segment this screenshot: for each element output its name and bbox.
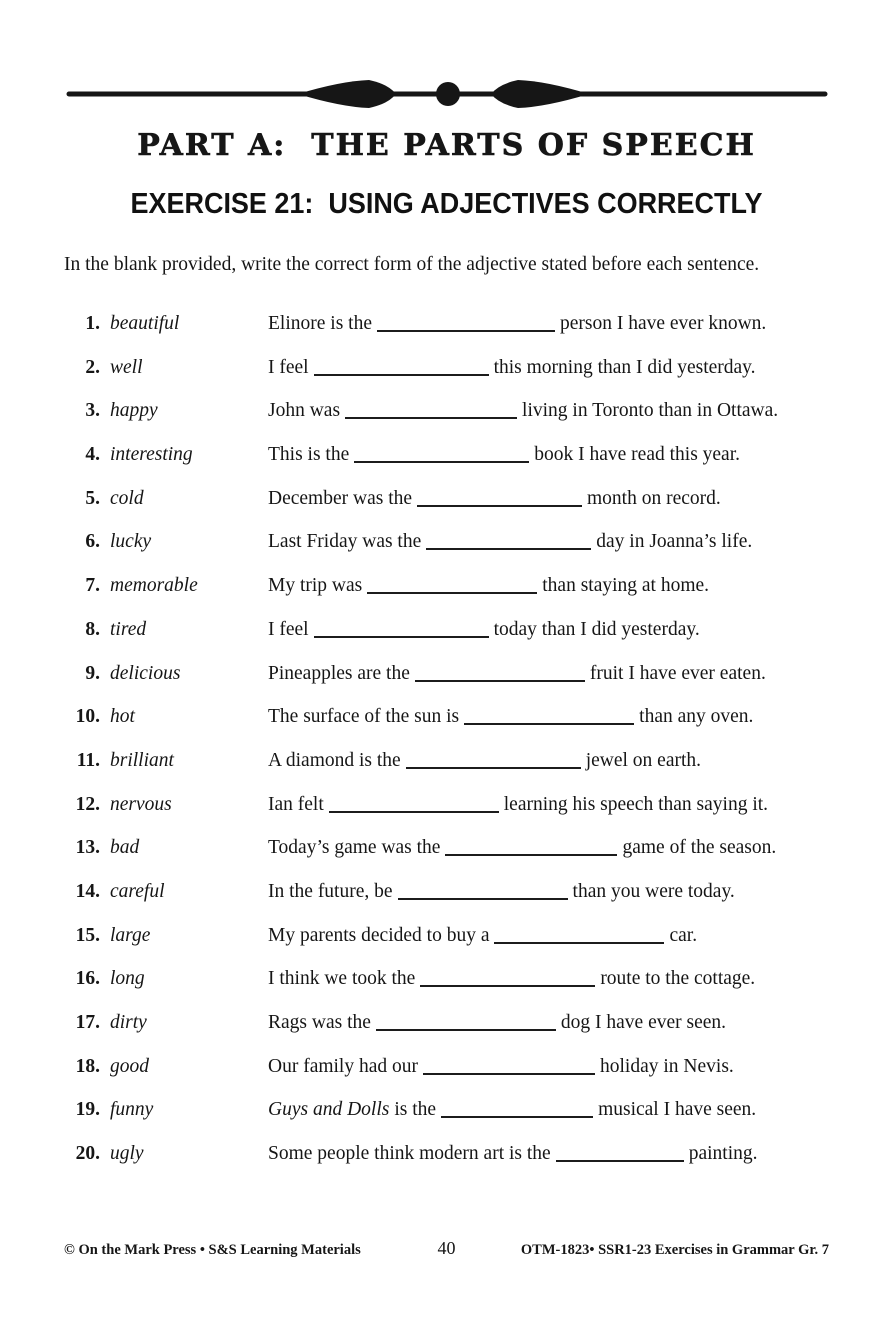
sentence-pre: Our family had our: [268, 1055, 419, 1077]
item-adjective: cold: [110, 487, 144, 509]
item-number: 13.: [75, 837, 100, 859]
sentence-pre: I think we took the: [268, 968, 416, 990]
center-dot-icon: [436, 82, 460, 106]
item-adjective: tired: [110, 618, 147, 640]
answer-blank: [345, 403, 517, 419]
exercise-item: [64, 575, 829, 597]
item-number: 2.: [85, 356, 100, 378]
answer-blank: [314, 360, 489, 376]
instructions-text: In the blank provided, write the correct form of the adjective stated before each sentence.: [64, 254, 760, 275]
item-adjective: careful: [110, 880, 165, 902]
item-adjective: ugly: [110, 1143, 144, 1165]
exercise-item: [64, 1099, 829, 1121]
item-sentence: [268, 794, 829, 816]
sentence-post: learning his speech than saying it.: [503, 793, 769, 815]
sentence-post: month on record.: [587, 487, 721, 509]
item-adjective: happy: [110, 400, 158, 422]
sentence-pre: Last Friday was the: [268, 531, 422, 553]
exercise-heading: EXERCISE 21: USING ADJECTIVES CORRECTLY: [130, 188, 763, 220]
item-number: 1.: [85, 313, 100, 334]
exercise-item: [64, 531, 829, 553]
item-number: 8.: [85, 618, 100, 640]
item-adjective: interesting: [110, 444, 193, 466]
answer-blank: [464, 709, 634, 725]
item-adjective: long: [110, 968, 145, 990]
sentence-pre: This is the: [268, 444, 350, 466]
sentence-pre: I feel: [268, 618, 309, 640]
item-number: 16.: [75, 968, 100, 990]
exercise-item: [64, 1012, 829, 1034]
sentence-pre: Ian felt: [268, 793, 324, 815]
exercise-item: [64, 444, 829, 466]
item-number: 17.: [75, 1012, 100, 1033]
exercise-item: [64, 837, 829, 859]
item-sentence: [268, 619, 829, 641]
exercise-item: [64, 794, 829, 816]
sentence-pre: Today’s game was the: [268, 837, 441, 859]
sentence-post: musical I have seen.: [598, 1099, 757, 1121]
sentence-post: game of the season.: [622, 837, 777, 859]
answer-blank: [367, 578, 537, 594]
item-adjective: lucky: [110, 531, 152, 553]
sentence-pre: Rags was the: [268, 1012, 371, 1033]
answer-blank: [354, 447, 529, 463]
item-adjective: nervous: [110, 793, 172, 815]
sentence-pre: My parents decided to buy a: [268, 924, 490, 946]
item-sentence: [268, 837, 829, 859]
exercise-item: [64, 663, 829, 685]
item-sentence: [268, 575, 829, 597]
sentence-post: today than I did yesterday.: [493, 618, 700, 640]
exercise-item: [64, 357, 829, 379]
answer-blank: [314, 622, 489, 638]
item-number: 12.: [75, 793, 100, 815]
sentence-pre: In the future, be: [268, 880, 393, 902]
item-sentence: [268, 925, 829, 947]
item-number: 14.: [75, 880, 100, 902]
sentence-pre: Some people think modern art is the: [268, 1143, 551, 1165]
left-diamond-icon: [298, 80, 396, 108]
sentence-post: day in Joanna’s life.: [596, 531, 753, 553]
copyright-text: © On the Mark Press • S&S Learning Materials: [64, 1242, 361, 1258]
sentence-pre: A diamond is the: [268, 749, 401, 771]
item-number: 20.: [75, 1143, 100, 1165]
part-heading: PART A: THE PARTS OF SPEECH: [137, 128, 756, 163]
answer-blank: [398, 884, 568, 900]
item-number: 11.: [76, 749, 100, 771]
item-number: 10.: [75, 706, 100, 728]
sentence-pre: December was the: [268, 487, 413, 509]
right-diamond-icon: [491, 80, 589, 108]
sentence-post: car.: [669, 924, 698, 946]
answer-blank: [417, 491, 582, 507]
item-sentence: [268, 663, 829, 685]
sentence-pre: My trip was: [268, 575, 363, 597]
item-number: 9.: [85, 662, 100, 684]
answer-blank: [329, 797, 499, 813]
exercise-item: [64, 968, 829, 990]
exercise-item: [64, 1143, 829, 1165]
item-sentence: [268, 1143, 829, 1165]
sentence-post: book I have read this year.: [534, 444, 741, 466]
item-sentence: [268, 444, 829, 466]
sentence-post: living in Toronto than in Ottawa.: [522, 400, 779, 422]
sentence-post: than any oven.: [639, 706, 754, 728]
exercise-item: [64, 488, 829, 510]
answer-blank: [426, 534, 591, 550]
sentence-pre: John was: [268, 400, 341, 422]
item-adjective: bad: [110, 837, 140, 859]
sentence-pre: Pineapples are the: [268, 662, 410, 684]
answer-blank: [406, 753, 581, 769]
sentence-pre: The surface of the sun is: [268, 706, 460, 728]
item-number: 15.: [75, 924, 100, 946]
item-sentence: [268, 750, 829, 772]
sentence-post: than staying at home.: [542, 575, 710, 597]
item-sentence: [268, 1056, 829, 1078]
exercise-item: [64, 750, 829, 772]
item-number: 19.: [75, 1099, 100, 1121]
answer-blank: [420, 971, 595, 987]
item-adjective: good: [110, 1055, 149, 1077]
sentence-pre: is the: [394, 1099, 437, 1121]
sentence-post: than you were today.: [572, 880, 735, 902]
item-sentence: [268, 968, 829, 990]
answer-blank: [376, 1015, 556, 1031]
exercise-item: [64, 881, 829, 903]
sentence-post: painting.: [688, 1143, 758, 1165]
item-sentence: [268, 488, 829, 510]
answer-blank: [423, 1059, 595, 1075]
item-sentence: [268, 531, 829, 553]
item-sentence: [268, 1012, 829, 1034]
sentence-post: holiday in Nevis.: [600, 1055, 734, 1077]
item-adjective: well: [110, 356, 143, 378]
item-sentence: [268, 400, 829, 422]
exercise-item: [64, 1056, 829, 1078]
item-adjective: dirty: [110, 1012, 147, 1033]
item-adjective: beautiful: [110, 313, 180, 334]
item-adjective: memorable: [110, 575, 198, 597]
item-sentence: [268, 706, 829, 728]
item-sentence: [268, 881, 829, 903]
sentence-post: route to the cottage.: [600, 968, 756, 990]
item-adjective: brilliant: [110, 749, 174, 771]
item-number: 5.: [85, 487, 100, 509]
item-number: 7.: [85, 575, 100, 597]
exercise-item: [64, 313, 829, 335]
sentence-post: dog I have ever seen.: [560, 1012, 727, 1033]
item-number: 18.: [75, 1055, 100, 1077]
item-number: 6.: [85, 531, 100, 553]
work-title: Guys and Dolls: [268, 1099, 390, 1121]
answer-blank: [377, 316, 555, 332]
sentence-post: fruit I have ever eaten.: [589, 662, 766, 684]
item-adjective: delicious: [110, 662, 181, 684]
sentence-post: person I have ever known.: [559, 313, 767, 334]
answer-blank: [415, 666, 585, 682]
answer-blank: [556, 1146, 684, 1162]
item-adjective: large: [110, 924, 151, 946]
sentence-pre: Elinore is the: [268, 313, 372, 334]
item-number: 3.: [85, 400, 100, 422]
exercise-item: [64, 925, 829, 947]
answer-blank: [441, 1102, 593, 1118]
decorative-divider: [66, 74, 828, 114]
item-sentence: [268, 357, 829, 379]
page-footer: [64, 1238, 829, 1259]
answer-blank: [494, 928, 664, 944]
exercise-item: [64, 706, 829, 728]
exercise-item: [64, 400, 829, 422]
item-sentence: [268, 1099, 829, 1121]
exercise-item-list: [64, 313, 829, 1165]
item-number: 4.: [85, 444, 100, 466]
page-number: 40: [437, 1238, 456, 1258]
sentence-post: jewel on earth.: [585, 749, 702, 771]
sentence-post: this morning than I did yesterday.: [493, 356, 756, 378]
product-code-text: OTM-1823• SSR1-23 Exercises in Grammar Gr. 7: [520, 1242, 829, 1258]
item-adjective: funny: [110, 1099, 154, 1121]
answer-blank: [445, 840, 617, 856]
item-sentence: [268, 313, 829, 335]
sentence-pre: I feel: [268, 356, 309, 378]
item-adjective: hot: [110, 706, 135, 728]
exercise-item: [64, 619, 829, 641]
